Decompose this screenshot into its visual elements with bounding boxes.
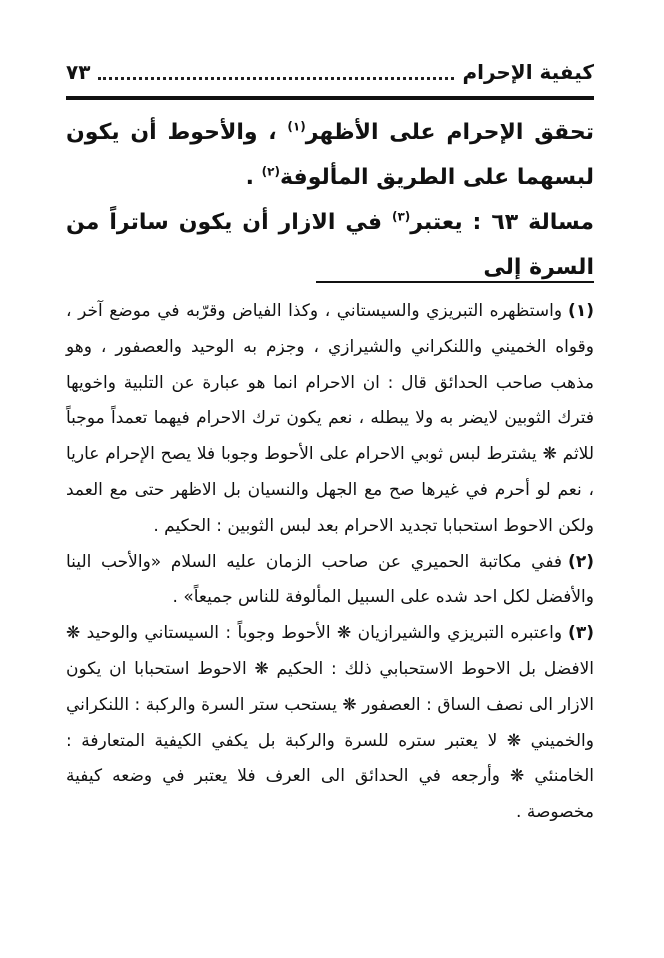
main-paragraph-1: تحقق الإحرام على الأظهر$^{(١)}$ ، والأحوط أن يكون لبسهما على الطريق المألوفة$^{(٢)}$ . bbox=[66, 119, 594, 190]
header-rule bbox=[66, 96, 594, 100]
footnote-2 bbox=[66, 545, 594, 617]
header-leader-dots bbox=[98, 65, 454, 80]
running-header bbox=[66, 52, 594, 92]
footnote-number: (١) bbox=[568, 301, 594, 321]
footnote-text: واستظهره التبريزي والسيستاني ، وكذا الفياض وقرّبه في موضع آخر ، وقواه الخميني واللنكراني والشيرازي ، وجزم به الوحيد والعصفور ، وهو مذهب صاحب الحدائق قال : ان الاحرام انما هو عبارة عن التلبية واخويها فترك الثوبين لايضر به ولا يبطله ، نعم يكون ترك الاحرام فيهما تعمداً موجباً للاثم ❋ يشترط لبس ثوبي الاحرام على الأحوط وجوبا فلا يصح الإحرام عاريا ، نعم لو أحرم في غيرها صح مع الجهل والنسيان بل الاظهر حتى مع العمد ولكن الاحوط استحبابا تجديد الاحرام بعد لبس الثوبين : الحكيم . bbox=[66, 301, 594, 536]
main-text bbox=[66, 110, 594, 290]
footnote-text: ففي مكاتبة الحميري عن صاحب الزمان عليه السلام «والأحب الينا والأفضل لكل احد شده على السبيل المألوفة للناس جميعاً» . bbox=[66, 551, 594, 608]
issue-label: مسالة ٦٣ : bbox=[472, 210, 595, 235]
footnotes bbox=[66, 294, 594, 831]
footnote-3 bbox=[66, 616, 594, 831]
main-paragraph-2: مسالة ٦٣ : يعتبر$^{(٣)}$ في الازار أن يكون ساتراً من السرة إلى bbox=[66, 209, 595, 280]
running-title: كيفية الإحرام bbox=[462, 60, 594, 84]
footnote-ref-2[interactable]: (٢) bbox=[261, 164, 280, 179]
footnote-number: (٢) bbox=[568, 551, 594, 572]
footnote-ref-3[interactable]: (٣) bbox=[391, 209, 411, 224]
page-number: ٧٣ bbox=[66, 60, 91, 84]
footnote-1 bbox=[66, 294, 594, 545]
footnote-separator bbox=[316, 281, 594, 283]
footnote-number: (٣) bbox=[568, 623, 594, 644]
footnote-ref-1[interactable]: (١) bbox=[287, 119, 306, 134]
footnote-text: واعتبره التبريزي والشيرازيان ❋ الأحوط وجوباً : السيستاني والوحيد ❋ الافضل بل الاحوط الاستحبابي ذلك : الحكيم ❋ الاحوط استحبابا ان يكون الازار الى نصف الساق : العصفور ❋ يستحب ستر السرة والركبة : اللنكراني والخميني ❋ لا يعتبر ستره للسرة والركبة بل يكفي الكيفية المتعارفة : الخامنئي ❋ وأرجعه في الحدائق الى العرف فلا يعتبر في وضعه كيفية مخصوصة . bbox=[66, 623, 594, 823]
